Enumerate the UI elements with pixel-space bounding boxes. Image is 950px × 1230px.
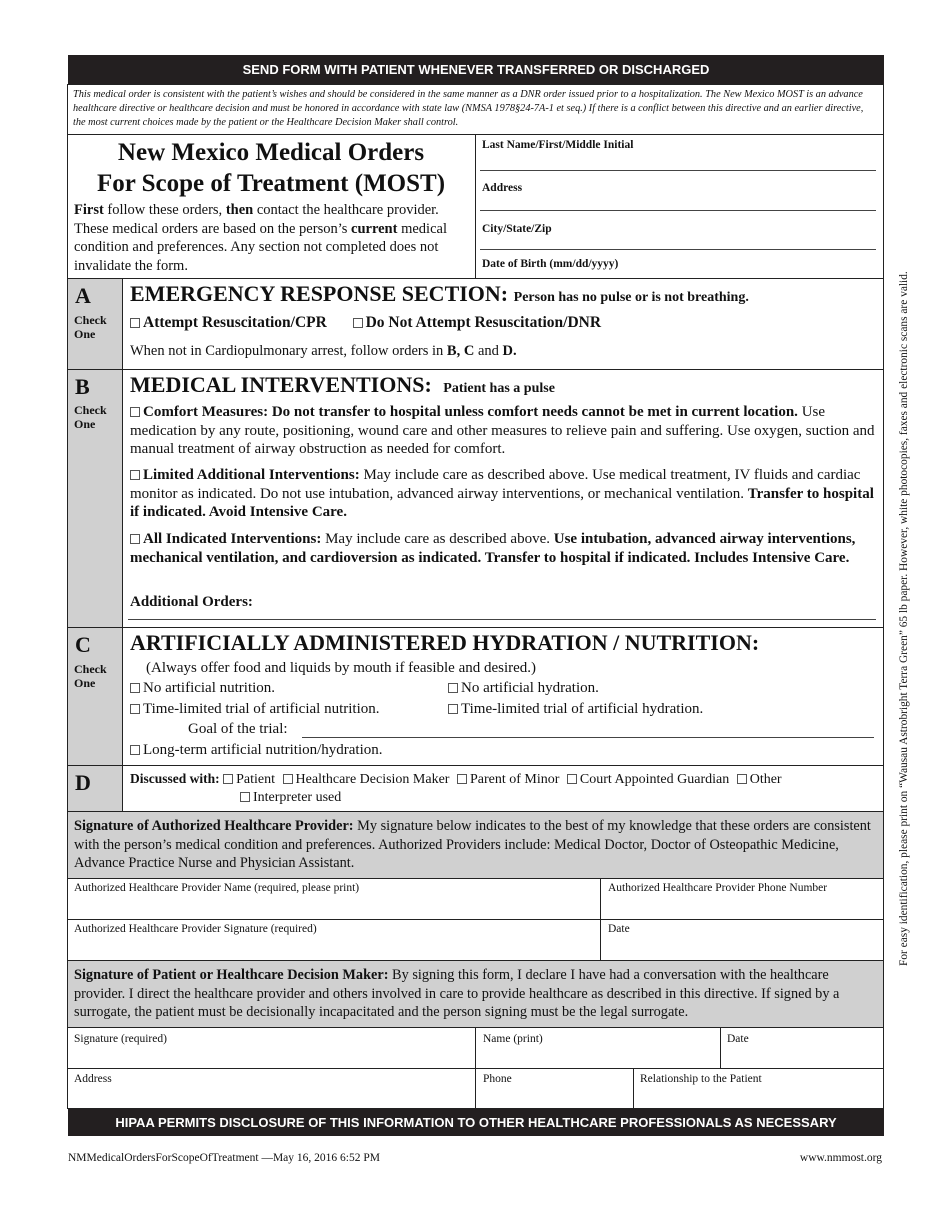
section-b-letter: B <box>75 374 90 399</box>
city-field[interactable] <box>480 249 876 250</box>
interpreter-option[interactable]: Interpreter used <box>240 789 341 808</box>
no-nutrition-option[interactable]: No artificial nutrition. <box>130 679 275 698</box>
bottom-banner: HIPAA PERMITS DISCLOSURE OF THIS INFORMATION TO OTHER HEALTHCARE PROFESSIONALS AS NECESSARY <box>68 1109 884 1136</box>
form-title <box>70 137 472 199</box>
last-name-field[interactable] <box>480 170 876 171</box>
top-banner: SEND FORM WITH PATIENT WHENEVER TRANSFERRED OR DISCHARGED <box>68 55 884 84</box>
tl-hydration-option[interactable]: Time-limited trial of artificial hydration. <box>448 700 703 719</box>
patient-phone-field[interactable]: Phone <box>483 1073 512 1085</box>
provider-signature-field[interactable]: Authorized Healthcare Provider Signature (required) <box>74 923 317 935</box>
comfort-checkbox[interactable] <box>130 407 140 417</box>
interpreter-checkbox[interactable] <box>240 792 250 802</box>
hdm-checkbox[interactable] <box>283 774 293 784</box>
patient-relationship-field[interactable]: Relationship to the Patient <box>640 1073 762 1085</box>
section-a-heading: EMERGENCY RESPONSE SECTION: Person has no pulse or is not breathing. <box>130 281 749 306</box>
goal-field[interactable] <box>302 737 874 738</box>
section-c-letter: C <box>75 632 91 657</box>
long-term-checkbox[interactable] <box>130 745 140 755</box>
provider-name-field[interactable]: Authorized Healthcare Provider Name (required, please print) <box>74 882 360 894</box>
patient-name-field[interactable]: Name (print) <box>483 1033 543 1045</box>
side-note: For easy identification, please print on “Wausau Astrobright Terra Green” 65 lb paper. However, white photocopies, faxes and electronic scans are valid. <box>898 271 910 966</box>
discussed-patient[interactable]: Patient <box>223 772 275 787</box>
dob-label: Date of Birth (mm/dd/yyyy) <box>482 258 619 270</box>
additional-orders-field[interactable] <box>128 619 876 620</box>
dnr-option[interactable]: Do Not Attempt Resuscitation/DNR <box>353 314 602 331</box>
patient-signature-field[interactable]: Signature (required) <box>74 1033 167 1045</box>
instructions: First follow these orders, then contact the healthcare provider. These medical orders are based on the person’s current medical condition and preferences. Any section not completed does not invalidate the form. <box>74 202 447 274</box>
section-a-letter: A <box>75 283 91 308</box>
section-c-always: (Always offer food and liquids by mouth if feasible and desired.) <box>146 660 537 676</box>
address-field[interactable] <box>480 210 876 211</box>
title-line-2: For Scope of Treatment (MOST) <box>96 170 446 197</box>
address-label: Address <box>482 182 523 194</box>
tl-nutrition-checkbox[interactable] <box>130 704 140 714</box>
goal-label: Goal of the trial: <box>188 721 288 737</box>
provider-signature-text: Signature of Authorized Healthcare Provider: My signature below indicates to the best of my knowledge that these orders are consistent with the person’s medical condition and preferences. Authorized Providers include: Medical Doctor, Doctor of Osteopathic Medicine, Advance Practice Nurse and Physician Assistant. <box>74 818 871 871</box>
patient-checkbox[interactable] <box>223 774 233 784</box>
last-name-label: Last Name/First/Middle Initial <box>482 139 634 151</box>
no-nutrition-checkbox[interactable] <box>130 683 140 693</box>
comfort-measures-option[interactable]: Comfort Measures: Do not transfer to hospital unless comfort needs cannot be met in current location. Use medication by any route, positioning, wound care and other measures to relieve pain and suffering. Use oxygen, suction and manual treatment of airway obstruction as needed for comfort. <box>130 404 875 457</box>
dnr-checkbox[interactable] <box>353 318 363 328</box>
footer-left: NMMedicalOrdersForScopeOfTreatment —May 16, 2016 6:52 PM <box>68 1152 380 1164</box>
additional-orders-label: Additional Orders: <box>130 594 253 610</box>
tl-hydration-checkbox[interactable] <box>448 704 458 714</box>
section-c-heading: ARTIFICIALLY ADMINISTERED HYDRATION / NUTRITION: <box>130 630 760 655</box>
intro-text: This medical order is consistent with the patient’s wishes and should be considered in the same manner as a DNR order issued prior to a hospitalization. The New Mexico MOST is an advance healthcare directive or healthcare decision and must be honored in accordance with state law (NMSA 1978§24-7A-1 et seq.) If there is a conflict between this directive and an earlier directive, the most current choices made by the patient or the Healthcare Decision Maker shall control. <box>73 89 864 128</box>
no-hydration-option[interactable]: No artificial hydration. <box>448 679 599 698</box>
patient-signature-text: Signature of Patient or Healthcare Decision Maker: By signing this form, I declare I have had a conversation with the healthcare provider. I direct the healthcare provider and others involved in care to provide healthcare as described in this directive. If signed by a surrogate, the patient must be decisionally incapacitated and the person signing must be the legal surrogate. <box>74 967 840 1020</box>
discussed-with-row: Discussed with: Patient Healthcare Decision Maker Parent of Minor Court Appointed Guardian Other <box>130 771 782 787</box>
cpr-option[interactable]: Attempt Resuscitation/CPR <box>130 314 327 331</box>
guardian-checkbox[interactable] <box>567 774 577 784</box>
city-label: City/State/Zip <box>482 223 552 235</box>
parent-checkbox[interactable] <box>457 774 467 784</box>
patient-date-field[interactable]: Date <box>727 1033 749 1045</box>
no-hydration-checkbox[interactable] <box>448 683 458 693</box>
title-line-1: New Mexico Medical Orders <box>117 139 425 166</box>
discussed-hdm[interactable]: Healthcare Decision Maker <box>283 772 450 787</box>
all-interventions-option[interactable]: All Indicated Interventions: May include care as described above. Use intubation, advanced airway interventions, mechanical ventilation, and cardioversion as indicated. Transfer to hospital if indicated. Includes Intensive Care. <box>130 531 856 566</box>
footer-right: www.nmmost.org <box>799 1152 882 1164</box>
section-b-check-one: Check One <box>74 403 107 431</box>
limited-checkbox[interactable] <box>130 470 140 480</box>
cpr-checkbox[interactable] <box>130 318 140 328</box>
section-b-heading: MEDICAL INTERVENTIONS: Patient has a pulse <box>130 372 555 397</box>
tl-nutrition-option[interactable]: Time-limited trial of artificial nutrition. <box>130 700 379 719</box>
discussed-parent[interactable]: Parent of Minor <box>457 772 559 787</box>
discussed-guardian[interactable]: Court Appointed Guardian <box>567 772 729 787</box>
patient-address-field[interactable]: Address <box>74 1073 112 1085</box>
section-d-letter: D <box>75 770 91 795</box>
limited-interventions-option[interactable]: Limited Additional Interventions: May include care as described above. Use medical treatment, IV fluids and cardiac monitor as indicated. Do not use intubation, advanced airway interventions, or mechanical ventilation. Transfer to hospital if indicated. Avoid Intensive Care. <box>130 467 874 520</box>
section-c-check-one: Check One <box>74 662 107 690</box>
provider-phone-field[interactable]: Authorized Healthcare Provider Phone Number <box>608 882 828 894</box>
provider-date-field[interactable]: Date <box>608 923 630 935</box>
discussed-other[interactable]: Other <box>737 772 782 787</box>
other-checkbox[interactable] <box>737 774 747 784</box>
section-a-options <box>130 314 601 333</box>
all-checkbox[interactable] <box>130 534 140 544</box>
letter-column <box>68 279 122 811</box>
section-a-check-one: Check One <box>74 313 107 341</box>
long-term-option[interactable]: Long-term artificial nutrition/hydration. <box>130 741 383 760</box>
section-a-note: When not in Cardiopulmonary arrest, follow orders in B, C and D. <box>130 343 517 359</box>
